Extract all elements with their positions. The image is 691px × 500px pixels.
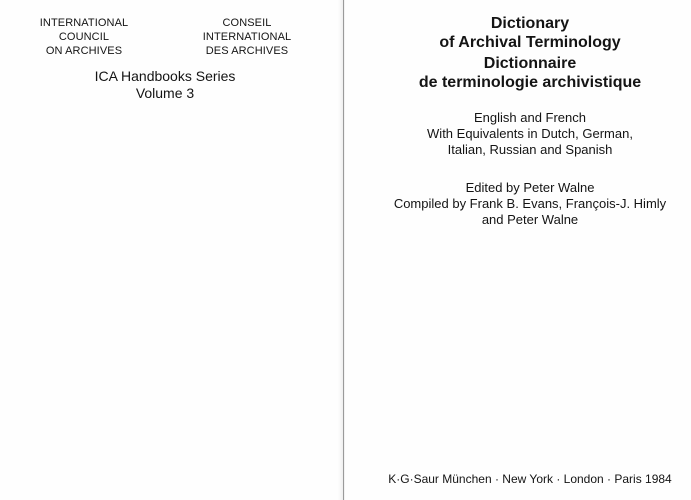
compiled-by-line-1: Compiled by Frank B. Evans, François-J. Himly [393,196,667,211]
edited-by: Edited by Peter Walne [465,180,595,195]
title-fr-line-1: Dictionnaire [483,55,577,72]
credits [370,180,690,228]
series-volume: Volume 3 [135,85,195,101]
series-name: ICA Handbooks Series [94,68,236,84]
title-en-line-1: Dictionary [490,15,570,32]
publisher-imprint: K·G·Saur München · New York · London · Paris 1984 [388,472,672,486]
compiled-by-line-2: and Peter Walne [481,212,579,227]
languages-line-1: English and French [473,110,586,125]
publisher-name-french [177,16,317,58]
publisher-fr-line-1: CONSEIL INTERNATIONAL [202,17,292,43]
languages-line-3: Italian, Russian and Spanish [447,142,613,157]
title-fr-line-2: de terminologie archivistique [418,74,642,91]
languages-line-2: With Equivalents in Dutch, German, [427,126,633,141]
publisher-name-english [14,16,154,58]
publisher-fr-line-2: DES ARCHIVES [205,45,289,57]
book-title [370,14,690,92]
publisher-en-line-2: ON ARCHIVES [45,45,123,57]
title-en-line-2: of Archival Terminology [439,34,621,51]
series-info [60,68,270,102]
publisher-en-line-1: INTERNATIONAL COUNCIL [39,17,129,43]
languages-info [370,110,690,158]
page-gutter [343,0,344,500]
